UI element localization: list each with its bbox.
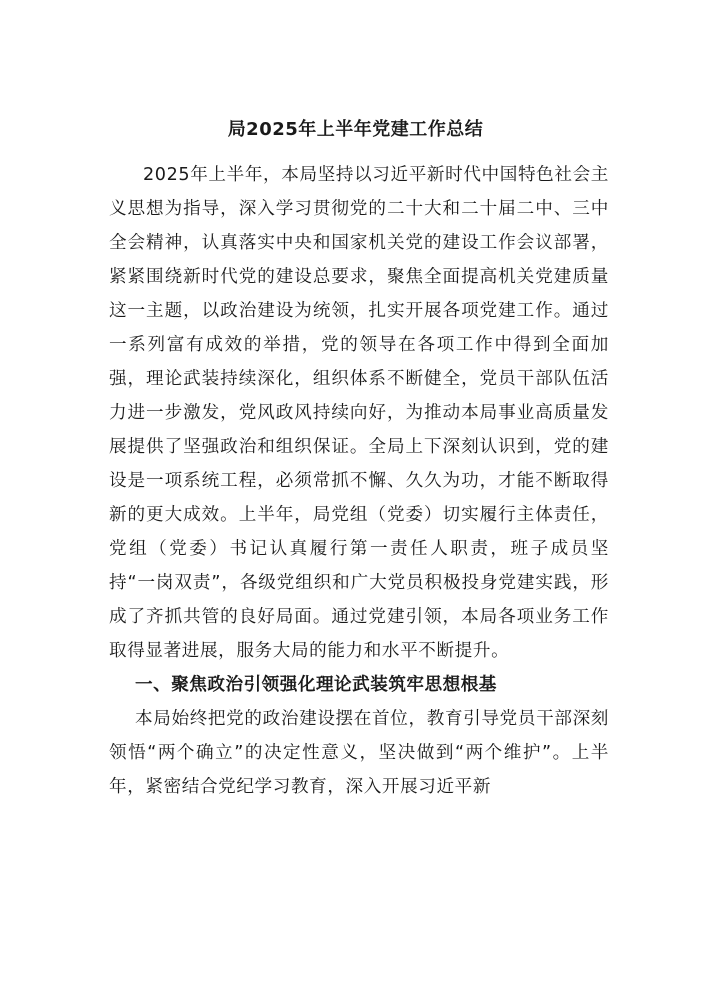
section-heading: 一、聚焦政治引领强化理论武装筑牢思想根基 <box>135 675 497 695</box>
section-paragraph: 本局始终把党的政治建设摆在首位，教育引导党员干部深刻领悟“两个确立”的决定性意义，坚决做到“两个维护”。上半年，紧密结合党纪学习教育，深入开展习近平新 <box>109 709 609 797</box>
document-title: 局2025年上半年党建工作总结 <box>227 119 484 140</box>
document-body <box>109 158 609 804</box>
intro-paragraph: 2025年上半年，本局坚持以习近平新时代中国特色社会主义思想为指导，深入学习贯彻党的二十大和二十届二中、三中全会精神，认真落实中央和国家机关党的建设工作会议部署，紧紧围绕新时代党的建设总要求，聚焦全面提高机关党建质量这一主题，以政治建设为统领，扎实开展各项党建工作。通过一系列富有成效的举措，党的领导在各项工作中得到全面加强，理论武装持续深化，组织体系不断健全，党员干部队伍活力进一步激发，党风政风持续向好，为推动本局事业高质量发展提供了坚强政治和组织保证。全局上下深刻认识到，党的建设是一项系统工程，必须常抓不懈、久久为功，才能不断取得新的更大成效。上半年，局党组（党委）切实履行主体责任，党组（党委）书记认真履行第一责任人职责，班子成员坚持“一岗双责”，各级党组织和广大党员积极投身党建实践，形成了齐抓共管的良好局面。通过党建引领，本局各项业务工作取得显著进展，服务大局的能力和水平不断提升。 <box>109 165 609 661</box>
